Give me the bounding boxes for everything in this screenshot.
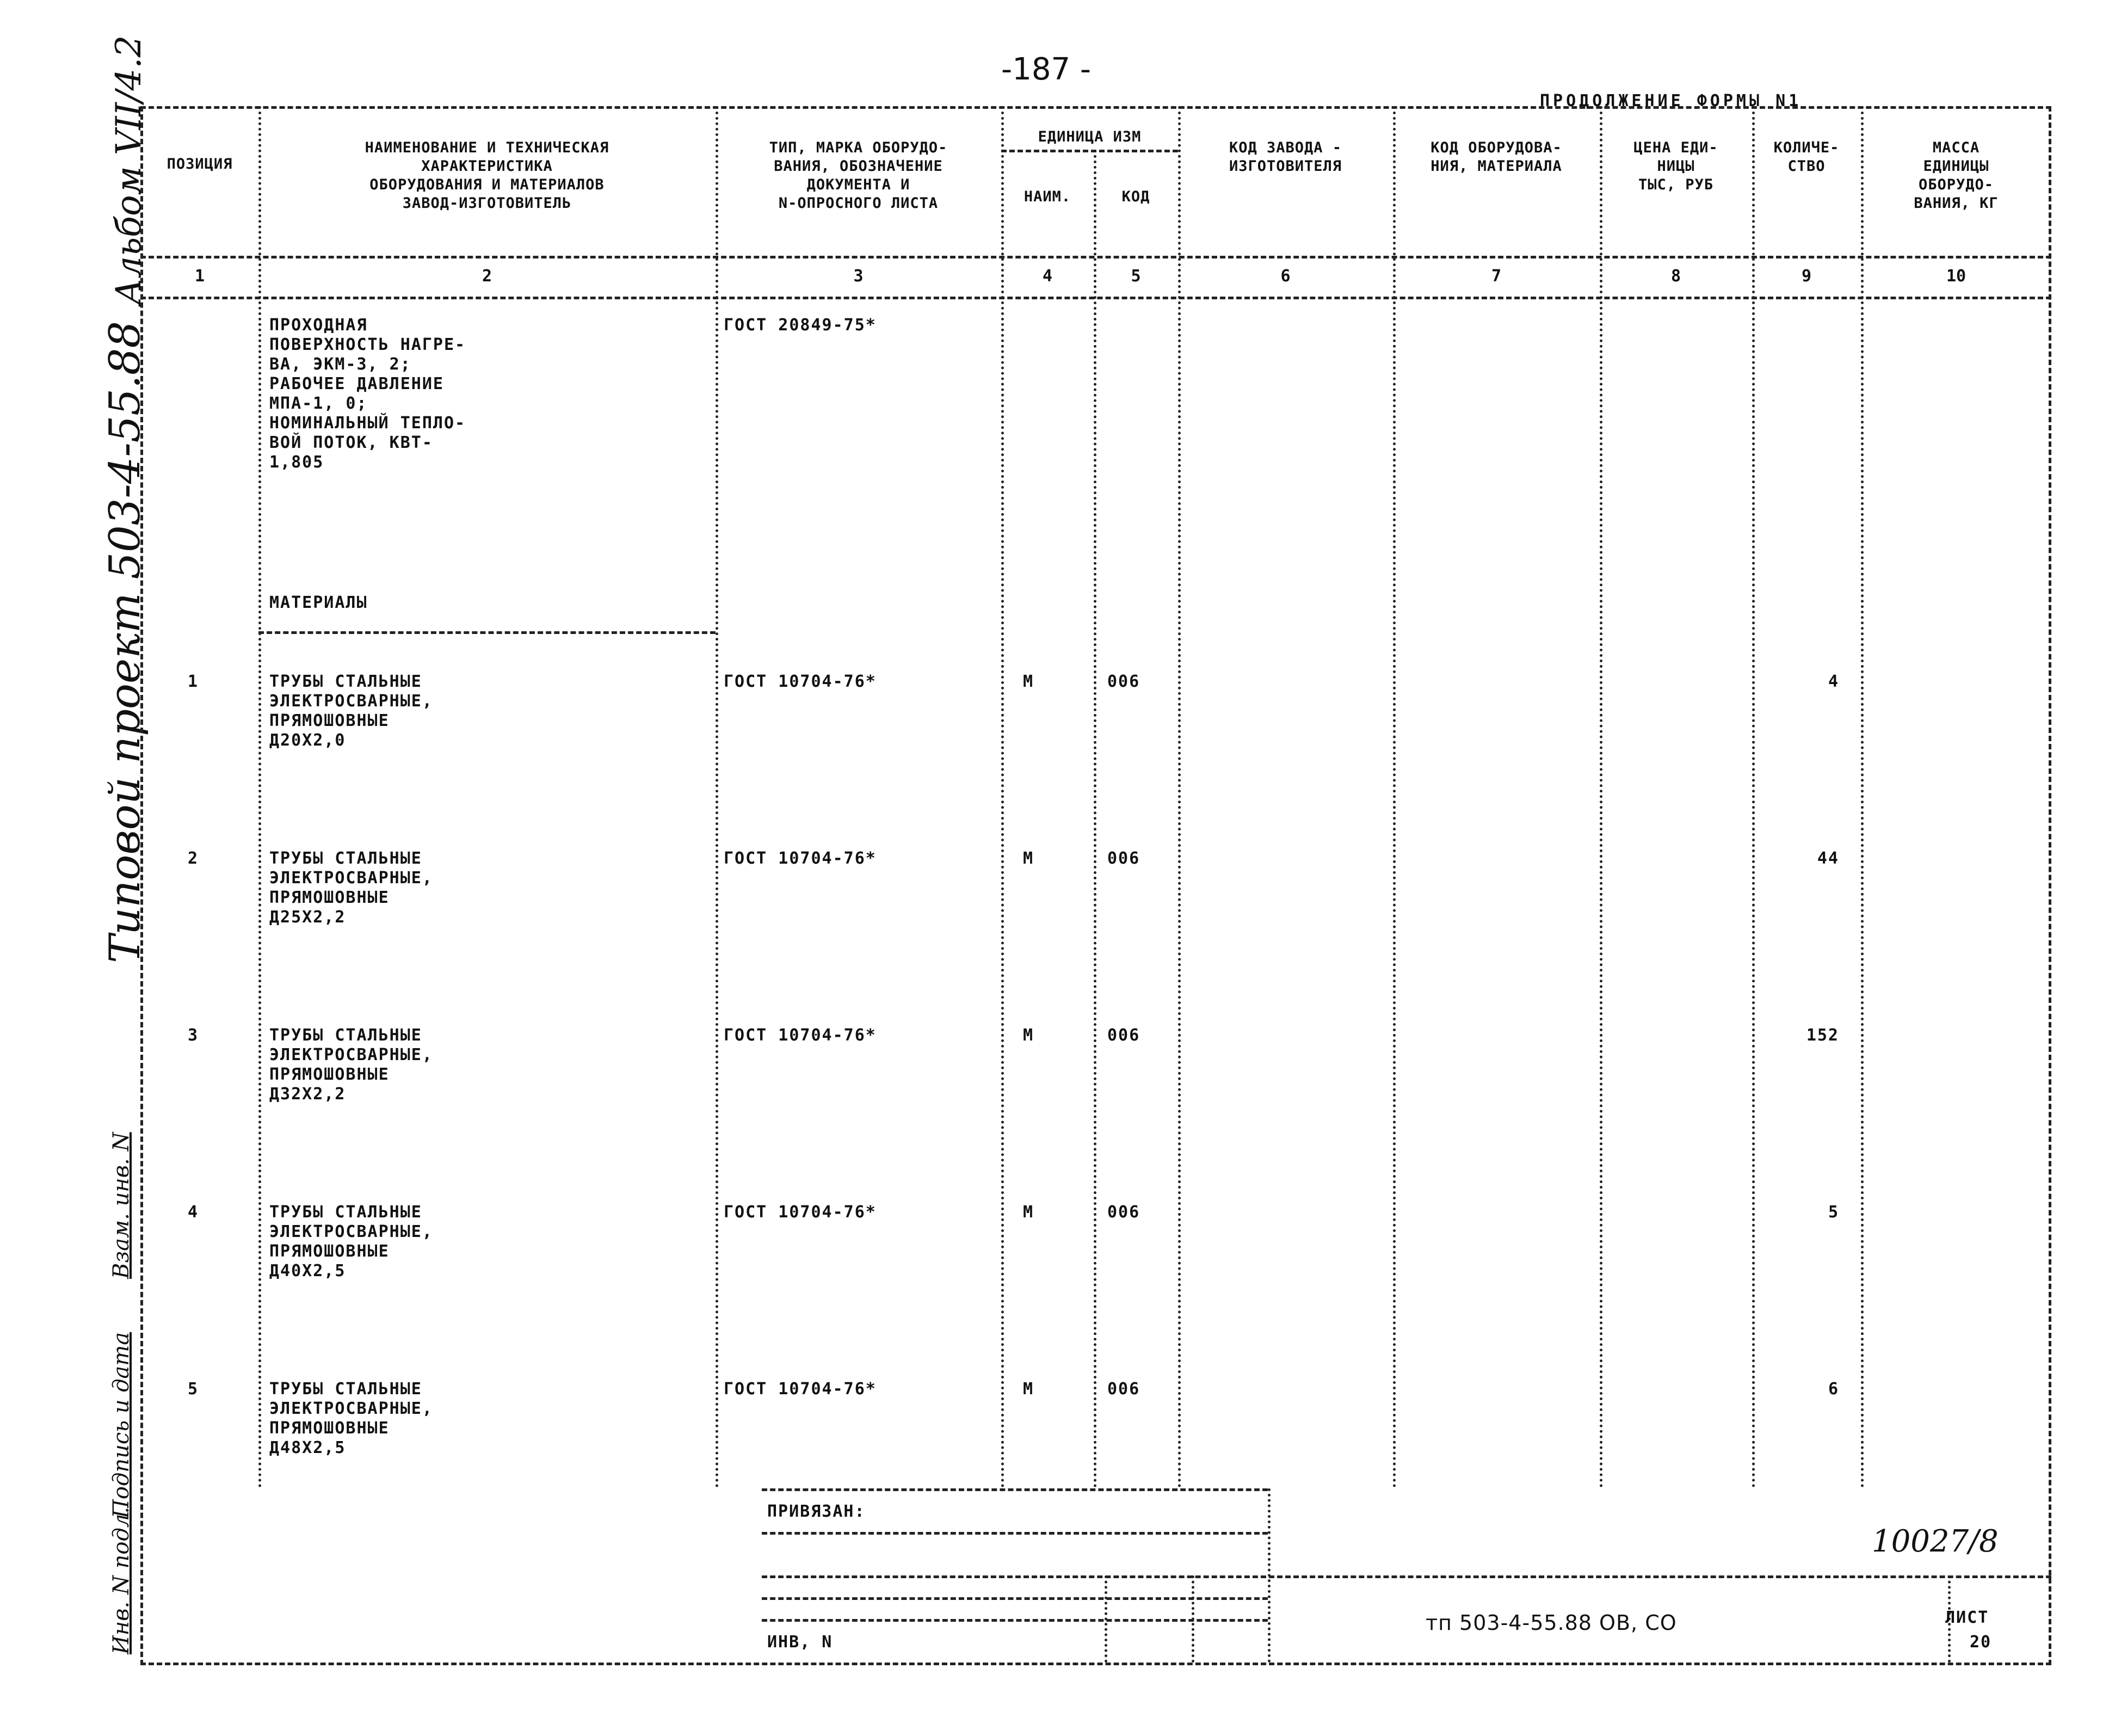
column-number: 8 — [1670, 267, 1681, 286]
row-position: 3 — [188, 1026, 199, 1045]
stamp-divider — [1192, 1575, 1194, 1663]
col-divider-8 — [1752, 106, 1755, 1488]
column-number: 9 — [1801, 267, 1812, 286]
header-position: ПОЗИЦИЯ — [167, 156, 233, 173]
row-document: ГОСТ 10704-76* — [724, 849, 877, 868]
unit-subheader-divider — [1001, 150, 1178, 152]
row-position: 2 — [188, 849, 199, 868]
project-label: Типовой проект 503-4-55.88 — [101, 321, 150, 963]
row-unit-code: 006 — [1107, 1203, 1140, 1222]
row-name: ТРУБЫ СТАЛЬНЫЕ ЭЛЕКТРОСВАРНЫЕ, ПРЯМОШОВНЫЕ Д48Х2,5 — [269, 1380, 433, 1457]
handwritten-number: 10027/8 — [1872, 1524, 1999, 1559]
row-document: ГОСТ 10704-76* — [724, 1380, 877, 1399]
row-unit-code: 006 — [1107, 672, 1140, 691]
row-position: 5 — [188, 1380, 199, 1399]
row-document: ГОСТ 10704-76* — [724, 1203, 877, 1222]
intro-document: ГОСТ 20849-75* — [724, 316, 877, 335]
stamp-divider — [1105, 1575, 1107, 1663]
stamp-signature-date: Подпись и дата — [109, 1332, 134, 1518]
header-factory-code: КОД ЗАВОДА - ИЗГОТОВИТЕЛЯ — [1229, 139, 1342, 175]
header-unit-code: КОД — [1121, 188, 1150, 205]
row-quantity: 44 — [1817, 849, 1839, 868]
row-unit: М — [1023, 1203, 1034, 1222]
col-divider-6 — [1393, 106, 1396, 1488]
stamp-line — [762, 1575, 2051, 1578]
row-name: ТРУБЫ СТАЛЬНЫЕ ЭЛЕКТРОСВАРНЫЕ, ПРЯМОШОВНЫЕ Д32Х2,2 — [269, 1026, 433, 1104]
col-divider-3 — [1001, 106, 1004, 1488]
col-divider-7 — [1600, 106, 1602, 1488]
header-type: ТИП, МАРКА ОБОРУДО- ВАНИЯ, ОБОЗНАЧЕНИЕ ДОКУМЕНТА И N-ОПРОСНОГО ЛИСТА — [769, 139, 948, 212]
stamp-privyazan: ПРИВЯЗАН: — [767, 1502, 866, 1521]
column-number: 4 — [1042, 267, 1053, 286]
sheet-label: ЛИСТ — [1945, 1608, 1989, 1627]
column-number: 7 — [1491, 267, 1502, 286]
column-number: 5 — [1131, 267, 1141, 286]
row-unit: М — [1023, 849, 1034, 868]
row-name: ТРУБЫ СТАЛЬНЫЕ ЭЛЕКТРОСВАРНЫЕ, ПРЯМОШОВНЫЕ Д40Х2,5 — [269, 1203, 433, 1281]
row-quantity: 5 — [1828, 1203, 1839, 1222]
materials-label: МАТЕРИАЛЫ — [269, 593, 368, 612]
row-unit: М — [1023, 672, 1034, 691]
row-unit: М — [1023, 1380, 1034, 1399]
col-divider-4 — [1094, 150, 1096, 1488]
column-number: 10 — [1946, 267, 1966, 286]
stamp-inv-original: Инв. N подл. — [109, 1506, 134, 1654]
row-name: ТРУБЫ СТАЛЬНЫЕ ЭЛЕКТРОСВАРНЫЕ, ПРЯМОШОВНЫЕ Д20Х2,0 — [269, 672, 433, 750]
row-quantity: 4 — [1828, 672, 1839, 691]
form-continuation-title: ПРОДОЛЖЕНИЕ ФОРМЫ N1 — [1540, 91, 1802, 110]
stamp-inv-number: ИНВ, N — [767, 1633, 833, 1652]
header-quantity: КОЛИЧЕ- СТВО — [1773, 139, 1840, 175]
header-unit: ЕДИНИЦА ИЗМ — [1038, 128, 1142, 145]
header-name: НАИМЕНОВАНИЕ И ТЕХНИЧЕСКАЯ ХАРАКТЕРИСТИКА ОБОРУДОВАНИЯ И МАТЕРИАЛОВ ЗАВОД-ИЗГОТОВИТЕЛЬ — [365, 139, 609, 212]
col-divider-2 — [716, 106, 718, 1488]
column-number: 1 — [194, 267, 205, 286]
row-position: 1 — [188, 672, 199, 691]
row-unit-code: 006 — [1107, 1026, 1140, 1045]
materials-divider — [258, 631, 716, 634]
column-number: 3 — [853, 267, 864, 286]
intro-description: ПРОХОДНАЯ ПОВЕРХНОСТЬ НАГРЕ- ВА, ЭКМ-3, 2; РАБОЧЕЕ ДАВЛЕНИЕ МПА-1, 0; НОМИНАЛЬНЫЙ ТЕПЛО- ВОЙ ПОТОК, КВТ- 1,805 — [269, 316, 466, 472]
page-number: -187 - — [1001, 52, 1092, 87]
row-position: 4 — [188, 1203, 199, 1222]
row-quantity: 152 — [1806, 1026, 1839, 1045]
stamp-line — [762, 1488, 1268, 1491]
row-quantity: 6 — [1828, 1380, 1839, 1399]
row-unit: М — [1023, 1026, 1034, 1045]
stamp-divider — [1268, 1488, 1271, 1663]
stamp-line — [762, 1532, 1268, 1535]
column-number: 2 — [482, 267, 492, 286]
col-divider-1 — [258, 106, 261, 1488]
col-divider-9 — [1861, 106, 1864, 1488]
row-document: ГОСТ 10704-76* — [724, 672, 877, 691]
col-divider-5 — [1178, 106, 1181, 1488]
column-number: 6 — [1280, 267, 1291, 286]
row-unit-code: 006 — [1107, 849, 1140, 868]
row-unit-code: 006 — [1107, 1380, 1140, 1399]
header-unit-price: ЦЕНА ЕДИ- НИЦЫ ТЫС, РУБ — [1633, 139, 1718, 193]
header-equipment-code: КОД ОБОРУДОВА- НИЯ, МАТЕРИАЛА — [1431, 139, 1562, 175]
row-name: ТРУБЫ СТАЛЬНЫЕ ЭЛЕКТРОСВАРНЫЕ, ПРЯМОШОВНЫЕ Д25Х2,2 — [269, 849, 433, 927]
stamp-inv-replacement: Взам. инв. N — [109, 1132, 134, 1279]
row-document: ГОСТ 10704-76* — [724, 1026, 877, 1045]
header-unit-name: НАИМ. — [1023, 188, 1071, 205]
header-mass: МАССА ЕДИНИЦЫ ОБОРУДО- ВАНИЯ, КГ — [1914, 139, 1999, 212]
album-label: Альбом VII/4.2 — [109, 35, 149, 305]
document-code: тп 503-4-55.88 ОВ, СО — [1426, 1611, 1677, 1635]
sheet-number: 20 — [1970, 1633, 1992, 1652]
